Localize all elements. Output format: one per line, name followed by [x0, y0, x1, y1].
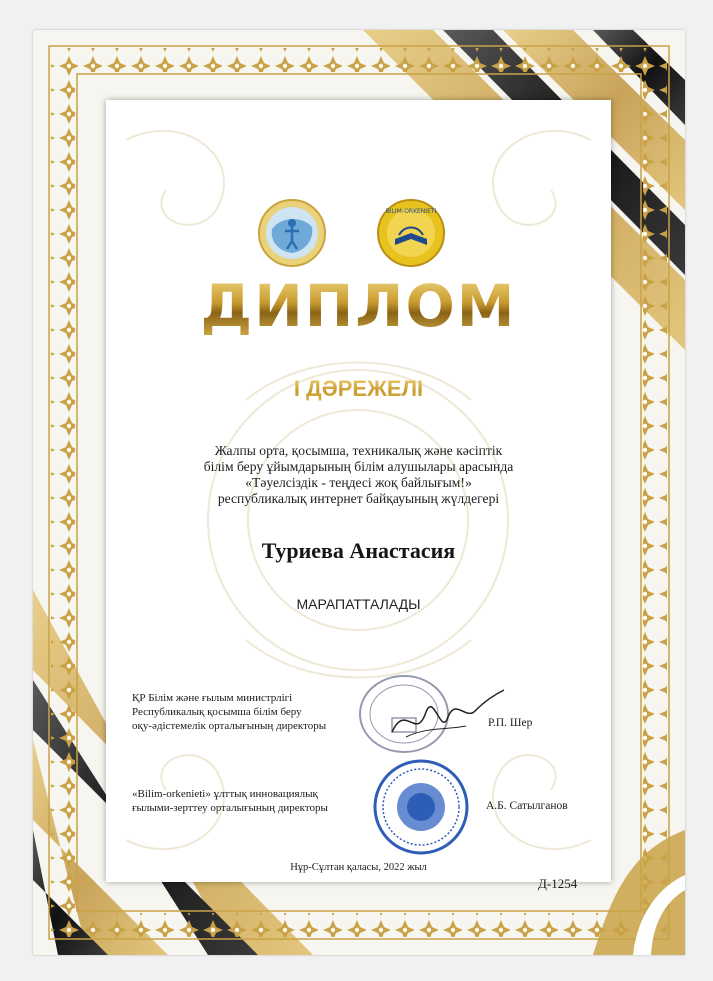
signature — [386, 682, 506, 752]
stamp-2 — [372, 758, 470, 856]
diploma-description — [106, 443, 611, 507]
signatory-2-position — [132, 787, 328, 815]
signatory-2-name: А.Б. Сатылганов — [486, 800, 568, 812]
recipient-name: Туриева Анастасия — [261, 538, 456, 563]
city-year: Нұр-Сұлтан қаласы, 2022 жыл — [290, 862, 427, 873]
diploma-content-panel — [106, 100, 611, 891]
ministry-logo — [258, 199, 326, 267]
signatory-line: Республикалық қосымша білім беру — [132, 706, 302, 718]
diploma-number: Д-1254 — [538, 876, 578, 891]
description-line: республикалық интернет байқауының жүлдегері — [217, 491, 500, 506]
bilim-orkenieti-logo-text: BILIM-ORKENIETI — [385, 208, 437, 215]
signatory-1-position — [132, 691, 326, 733]
awarded-text: МАРАПАТТАЛАДЫ — [296, 596, 421, 612]
diploma-degree: І ДӘРЕЖЕЛІ — [106, 376, 611, 402]
signatory-1-name: Р.П. Шер — [488, 717, 533, 729]
description-line: «Тәуелсіздік - теңдесі жоқ байлығым!» — [245, 475, 472, 490]
signatory-line: ғылыми-зерттеу орталығының директоры — [132, 802, 328, 814]
diploma-title: ДИПЛОМ — [106, 272, 611, 340]
signatory-line: «Bilim-orkenieti» ұлттық инновациялық — [132, 788, 318, 800]
bilim-orkenieti-logo — [377, 199, 445, 267]
description-line: Жалпы орта, қосымша, техникалық және кәсіптік — [214, 443, 503, 458]
diploma-page — [33, 30, 685, 955]
signatory-line: ҚР Білім және ғылым министрлігі — [132, 692, 293, 704]
description-line: білім беру ұйымдарының білім алушылары арасында — [203, 459, 514, 474]
signatory-line: оқу-әдістемелік орталығының директоры — [132, 720, 327, 732]
